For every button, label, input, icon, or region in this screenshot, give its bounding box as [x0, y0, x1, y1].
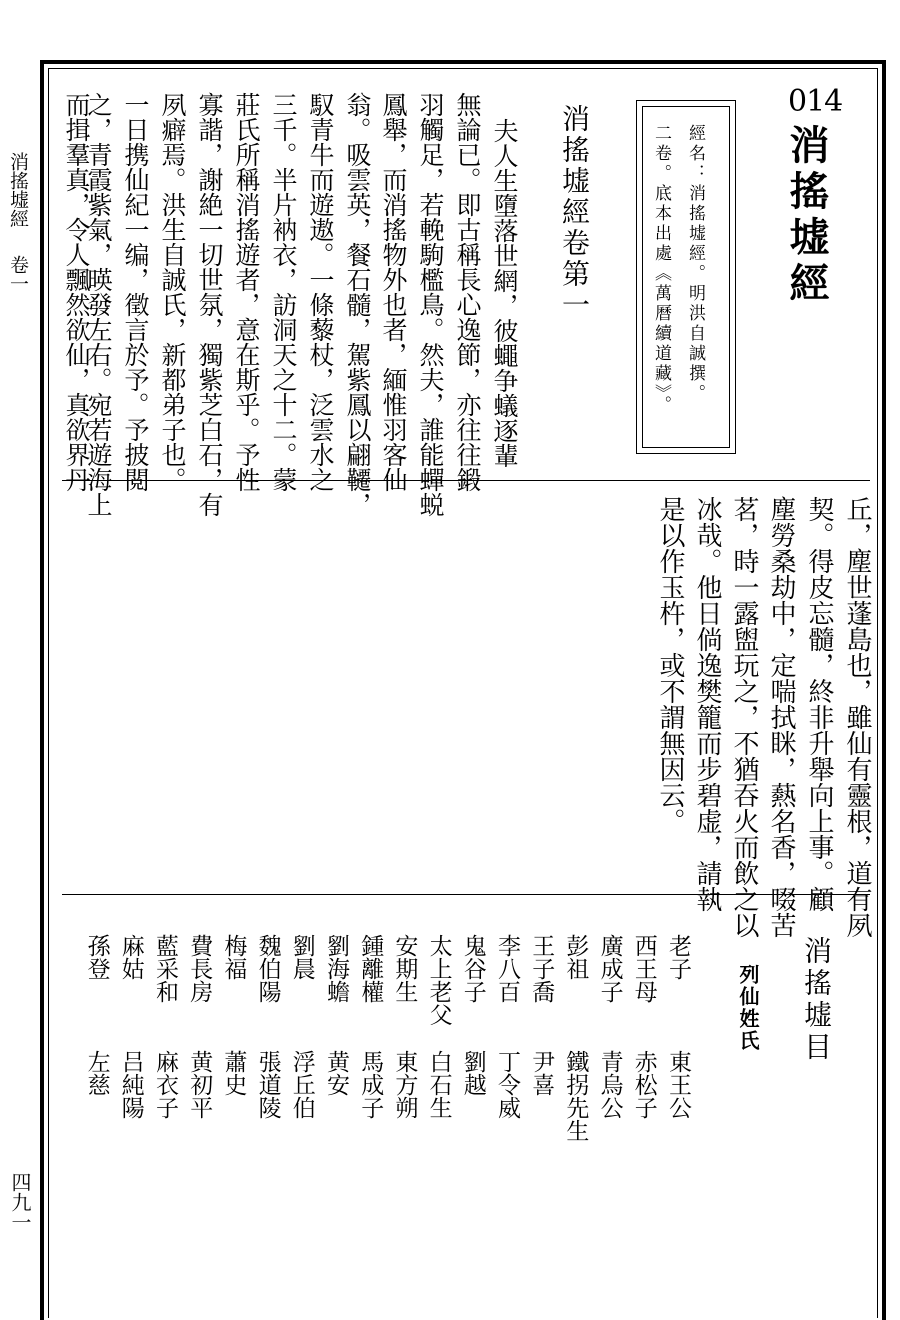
- immortal-name: 孫登: [83, 934, 110, 980]
- immortal-name: 左慈: [83, 1050, 110, 1096]
- text-title: 消搖墟經: [783, 124, 829, 308]
- info-line-1: 經名：消搖墟經。明洪自誠撰。: [685, 124, 705, 404]
- immortal-name: 白石生: [425, 1050, 452, 1119]
- preface-line: 馭青牛而遊遨。一條藜杖，泛雲水之: [306, 92, 335, 492]
- preface-cont-line: 契。得皮忘髓，終非升舉向上事。顧: [804, 496, 834, 912]
- immortal-name: 劉晨: [288, 934, 315, 980]
- immortal-name: 劉越: [459, 1050, 486, 1096]
- immortal-name: 鬼谷子: [459, 934, 486, 1003]
- text-number: 014: [788, 84, 843, 119]
- immortal-name: 梅福: [220, 934, 247, 980]
- preface-cont-line: 丘，塵世蓬島也，雖仙有靈根，道有夙: [842, 496, 872, 938]
- info-line-2: 二卷。底本出處《萬曆續道藏》。: [651, 124, 671, 416]
- immortal-name: 廣成子: [596, 934, 623, 1003]
- running-head-volume: 卷一: [7, 255, 29, 293]
- immortal-name: 黄初平: [186, 1050, 213, 1119]
- immortal-name: 張道陵: [254, 1050, 281, 1119]
- immortal-name: 尹喜: [528, 1050, 555, 1096]
- preface-line: 寡諧，謝絶一切世氛，獨紫芝白石，有: [195, 92, 224, 517]
- preface-cont-line: 是以作玉杵，或不謂無因云。: [655, 496, 685, 834]
- immortal-name: 蕭史: [220, 1050, 247, 1096]
- mulu-subtitle: 列仙姓氏: [736, 964, 760, 1052]
- immortal-name: 浮丘伯: [288, 1050, 315, 1119]
- preface-line: 而揖羣真，令人飄然欲仙，真欲界丹: [62, 92, 91, 492]
- immortal-name: 麻衣子: [152, 1050, 178, 1119]
- preface-line: 三千。半片衲衣，訪洞天之十二。蒙: [269, 92, 298, 492]
- immortal-name: 吕純陽: [117, 1050, 144, 1119]
- immortal-name: 東方朔: [391, 1050, 418, 1119]
- immortal-name: 鍾離權: [357, 934, 384, 1003]
- immortal-name: 魏伯陽: [254, 934, 281, 1003]
- preface-line: 一日携仙紀一编，徵言於予。予披閲: [121, 92, 150, 492]
- immortal-name: 丁令威: [494, 1050, 520, 1119]
- preface-cont-line: 茗，時一露盥玩之，不猶吞火而飲之以: [729, 496, 759, 938]
- preface-line: 夫人生墮落世網，彼蠅争蟻逐輩: [490, 118, 519, 468]
- immortal-name: 彭祖: [562, 934, 589, 980]
- immortal-name: 劉海蟾: [323, 934, 349, 1003]
- preface-line: 之，青霞紫氣，暎發左右。宛若遊海上: [84, 92, 113, 517]
- preface-line: 莊氏所稱消搖遊者，意在斯乎。予性: [232, 92, 261, 492]
- section-title: 消搖墟經卷第一: [558, 104, 591, 321]
- preface-line: 無論已。即古稱長心逸節，亦往往鍛: [453, 92, 482, 492]
- immortal-name: 費長房: [186, 934, 213, 1003]
- preface-cont-line: 塵勞桑劫中，定喘拭眯，爇名香，啜苦: [766, 496, 796, 938]
- immortal-name: 黄安: [323, 1050, 349, 1096]
- immortal-name: 老子: [665, 934, 691, 980]
- immortal-name: 安期生: [391, 934, 418, 1003]
- preface-line: 鳳舉，而消搖物外也者，緬惟羽客仙: [379, 92, 408, 492]
- mulu-title: 消搖墟目: [800, 936, 833, 1064]
- immortal-name: 藍采和: [152, 934, 178, 1003]
- immortal-name: 王子喬: [528, 934, 555, 1003]
- immortal-name: 東王公: [665, 1050, 691, 1119]
- preface-line: 翁。吸雲英，餐石髓，駕紫鳳以翩韆，: [343, 92, 372, 517]
- preface-line: 羽觸足，若輓駒檻鳥。然夫，誰能蟬蜕: [416, 92, 445, 517]
- immortal-name: 麻姑: [117, 934, 144, 980]
- immortal-name: 赤松子: [630, 1050, 657, 1119]
- immortal-name: 青烏公: [596, 1050, 623, 1119]
- page-number: 四九一: [8, 1172, 32, 1232]
- immortal-name: 馬成子: [357, 1050, 384, 1119]
- immortal-name: 李八百: [494, 934, 520, 1003]
- running-head-title: 消搖墟經: [7, 152, 29, 228]
- preface-line: 夙癖焉。洪生自誠氏，新都弟子也。: [158, 92, 187, 492]
- preface-cont-line: 冰哉。他日倘逸樊籠而步碧虚，請執: [692, 496, 722, 912]
- immortal-name: 西王母: [630, 934, 657, 1003]
- immortal-name: 鐵拐先生: [562, 1050, 589, 1142]
- immortal-name: 太上老父: [425, 934, 452, 1026]
